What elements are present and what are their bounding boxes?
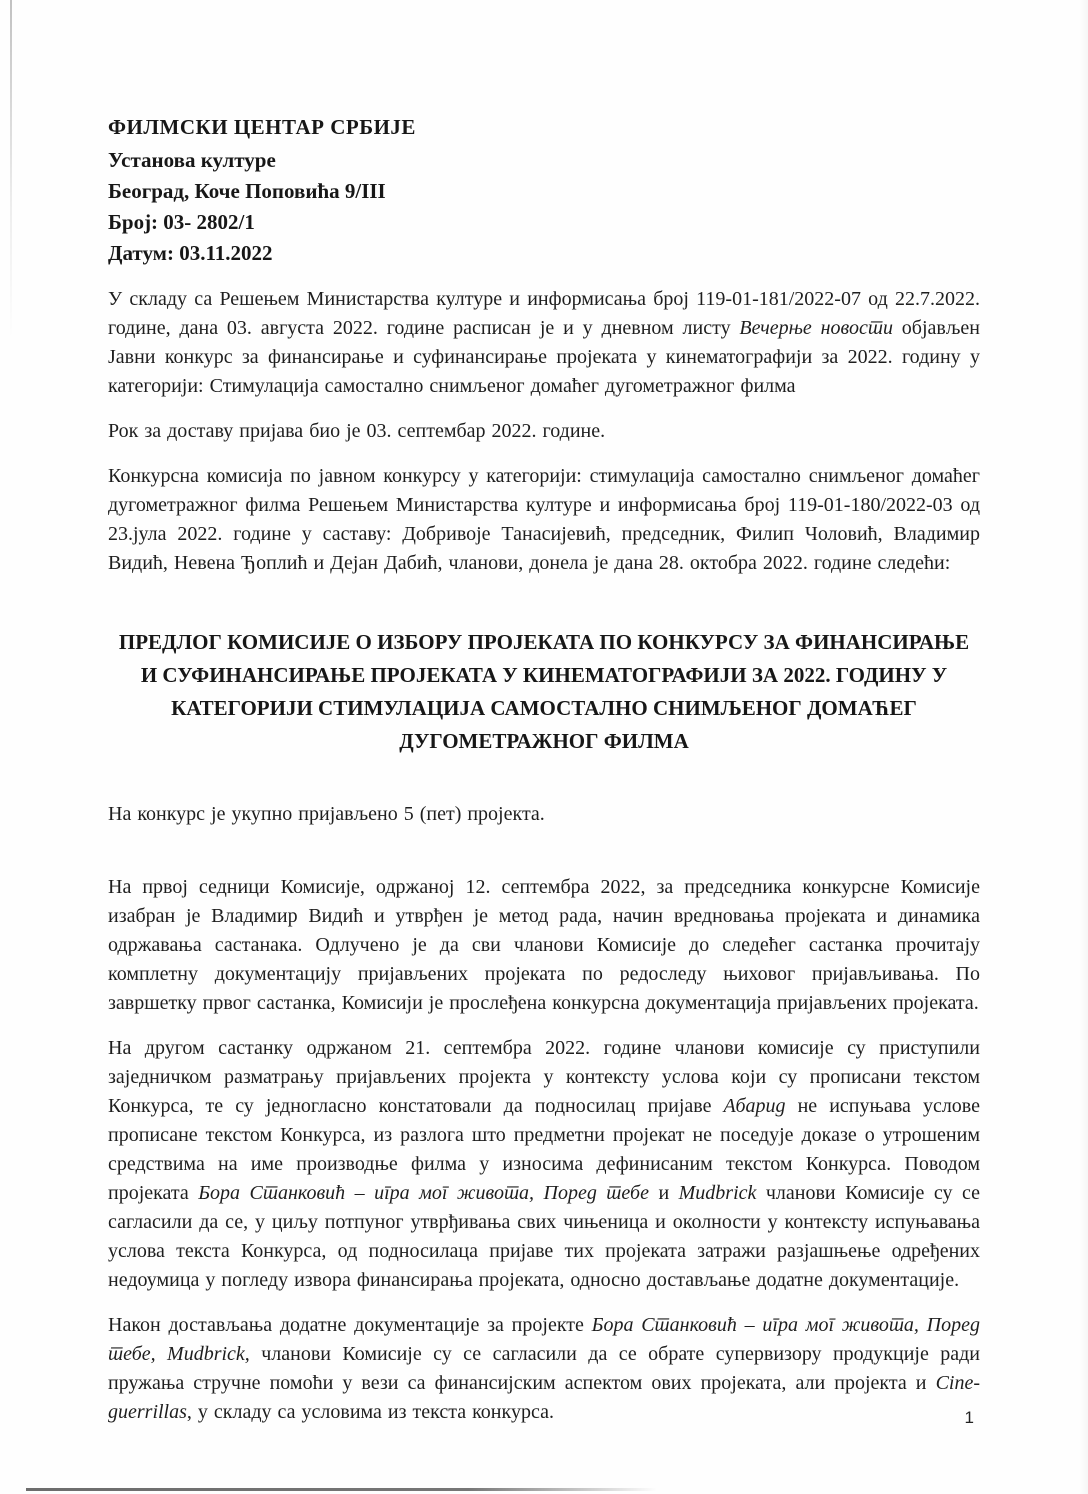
institution-type: Установа културе xyxy=(108,148,276,172)
paragraph-deadline: Рок за доставу пријава био је 03. септембар 2022. године. xyxy=(108,420,606,442)
paragraph-additional-docs: Након достављања додатне документације за пројекте Бора Станковић – игра мог живота, Поред тебе, Mudbrick, чланови Комисије су се сагласили да се обрате супервизору продукције ради пружања стручне помоћи у вези са финансијским аспектом ових пројеката, али пројекта и Cine-guerrillas, у складу са условима из текста конкурса. xyxy=(108,1314,980,1423)
address-line: Београд, Коче Поповића 9/III xyxy=(108,179,386,203)
scan-artifact-bottom-edge xyxy=(26,1488,657,1491)
scan-artifact-right-edge xyxy=(1079,0,1088,1494)
reference-number: Број: 03- 2802/1 xyxy=(108,210,255,234)
paragraph-applications-count: На конкурс је укупно пријављено 5 (пет) пројекта. xyxy=(108,803,545,825)
organization-name: ФИЛМСКИ ЦЕНТАР СРБИЈЕ xyxy=(108,115,416,139)
document-date: Датум: 03.11.2022 xyxy=(108,241,273,265)
paragraph-first-session: На првој седници Комисије, одржаној 12. септембра 2022, за председника конкурсне Комисије изабран је Владимир Видић и утврђен је метод рада, начин вредновања пројеката и динамика одржавања састанака. Одлучено је да сви чланови Комисије до следећег састанка прочитају комплетну документацију пријављених пројеката по редоследу њиховог пријављивања. По завршетку првог састанка, Комисији је прослеђена конкурсна документација пријављених пројеката. xyxy=(108,876,980,1014)
document-title: ПРЕДЛОГ КОМИСИЈЕ О ИЗБОРУ ПРОЈЕКАТА ПО КОНКУРСУ ЗА ФИНАНСИРАЊЕ И СУФИНАНСИРАЊЕ ПРОЈЕКАТА У КИНЕМАТОГРАФИЈИ ЗА 2022. ГОДИНУ У КАТЕГОРИЈИ СТИМУЛАЦИЈА САМОСТАЛНО СНИМЉЕНОГ ДОМАЋЕГ ДУГОМЕТРАЖНОГ ФИЛМА xyxy=(118,630,970,753)
paragraph-second-session: На другом састанку одржаном 21. септембра 2022. године чланови комисије су приступили заједничком разматрању пријављених пројекта у контексту услова који су прописани текстом Конкурса, те су једногласно констатовали да подносилац пријаве Абарид не испуњава услове прописане текстом Конкурса, из разлога што предметни пројекат не поседује доказе о утрошеним средствима на име производње филма у износима дефинисаним текстом Конкурса. Поводом пројеката Бора Станковић – игра мог живота, Поред тебе и Mudbrick чланови Комисије су се сагласили да се, у циљу потпуног утврђивања свих чињеница и околности у контексту испуњавања услова текста Конкурса, од подносилаца пријаве тих пројеката затражи разјашњење одређених недоумица у погледу извора финансирања пројеката, односно достављање додатне документације. xyxy=(108,1037,981,1291)
scan-artifact-left-edge xyxy=(10,0,12,340)
letterhead xyxy=(108,112,980,269)
paragraph-intro: У складу са Решењем Министарства културе и информисања број 119-01-181/2022-07 од 22.7.2022. године, дана 03. августа 2022. године расписан је и у дневном листу Вечерње новости објављен Јавни конкурс за финансирање и суфинансирање пројеката у кинематографији за 2022. годину у категорији: Стимулација самостално снимљеног домаћег дугометражног филма xyxy=(108,288,980,397)
page-number: 1 xyxy=(964,1408,974,1427)
paragraph-commission: Конкурсна комисија по јавном конкурсу у категорији: стимулација самостално снимљеног домаћег дугометражног филма Решењем Министарства културе и информисања број 119-01-180/2022-03 од 23.јула 2022. године у саставу: Добривоје Танасијевић, председник, Филип Чоловић, Владимир Видић, Невена Ђоплић и Дејан Дабић, чланови, донела је дана 28. октобра 2022. године следећи: xyxy=(108,465,980,574)
